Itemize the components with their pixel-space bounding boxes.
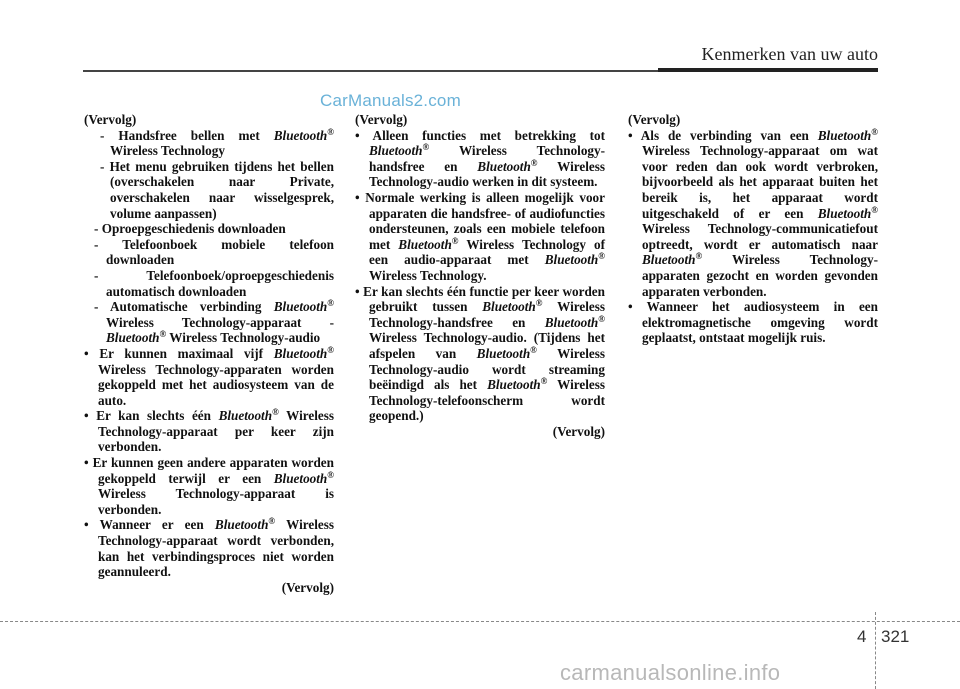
bullet-item: • Als de verbinding van een Bluetooth® Wireless Technology-apparaat om wat voor reden dan ook wordt verbroken, bijvoorbeeld als het apparaat buiten het bereik is, het apparaat wordt uitgeschakeld of er een Bluetooth® Wireless Technology-communicatiefout optreedt, wordt er automatisch naar Bluetooth® Wireless Technology-apparaten gezocht en worden gevonden apparaten verbonden. [628,126,878,299]
list-item: - Handsfree bellen met Bluetooth® Wireless Technology [100,126,334,159]
footer-rule [0,621,960,622]
continued-label: (Vervolg) [355,112,408,127]
bullet-item: • Er kan slechts één Bluetooth® Wireless Technology-apparaat per keer zijn verbonden. [84,407,334,455]
list-item: - Het menu gebruiken tijdens het bellen (overschakelen naar Private, overschakelen naar wisselgesprek, volume aanpassen) [100,158,334,221]
bullet-item: • Wanneer er een Bluetooth® Wireless Technology-apparaat wordt verbonden, kan het verbindingsproces niet worden geannuleerd. [84,516,335,580]
bullet-item: • Wanneer het audiosysteem in een elektromagnetische omgeving wordt geplaatst, ontstaat mogelijk ruis. [628,299,878,346]
header-rule-thick [658,68,878,72]
bullet-item: • Alleen functies met betrekking tot Bluetooth® Wireless Technology-handsfree en Bluetooth® Wireless Technology-audio werken in dit systeem. [355,127,605,190]
bullet-item: • Er kan slechts één functie per keer worden gebruikt tussen Bluetooth® Wireless Technology-handsfree en Bluetooth® Wireless Technology-audio. (Tijdens het afspelen van Bluetooth® Wireless Technology-audio wordt streaming beëindigd als het Bluetooth® Wireless Technology-telefoonscherm wordt geopend.) [355,283,606,424]
bullet-item: • Er kunnen maximaal vijf Bluetooth® Wireless Technology-apparaten worden gekoppeld met het audiosysteem van de auto. [84,344,334,408]
page-number: 321 [881,627,910,646]
continued-label: (Vervolg) [552,423,605,439]
list-item: - Automatische verbinding Bluetooth® Wireless Technology-apparaat - Bluetooth® Wireless Technology-audio [94,298,334,346]
page-number-separator [875,612,876,689]
column-3 [628,112,878,346]
list-item: - Telefoonboek mobiele telefoon downloaden [94,236,334,268]
bullet-item: • Normale werking is alleen mogelijk voor apparaten die handsfree- of audiofuncties ondersteunen, zoals een mobiele telefoon met Bluetooth® Wireless Technology of een audio-apparaat met Bluetooth® Wireless Technology. [355,189,606,283]
list-item: - Telefoonboek/oproepgeschiedenis automatisch downloaden [94,267,334,299]
column-2 [355,112,605,439]
list-item: - Oproepgeschiedenis downloaden [94,221,286,237]
column-1 [84,112,334,595]
watermark-top: CarManuals2.com [320,91,461,110]
continued-label: (Vervolg) [281,579,334,595]
chapter-number: 4 [857,627,867,646]
bullet-item: • Er kunnen geen andere apparaten worden gekoppeld terwijl er een Bluetooth® Wireless Technology-apparaat is verbonden. [84,455,334,517]
header-rule-thin [83,70,658,72]
page-header-title: Kenmerken van uw auto [701,44,878,64]
continued-label: (Vervolg) [84,112,137,127]
continued-label: (Vervolg) [628,112,681,127]
watermark-bottom: carmanualsonline.info [560,660,781,685]
